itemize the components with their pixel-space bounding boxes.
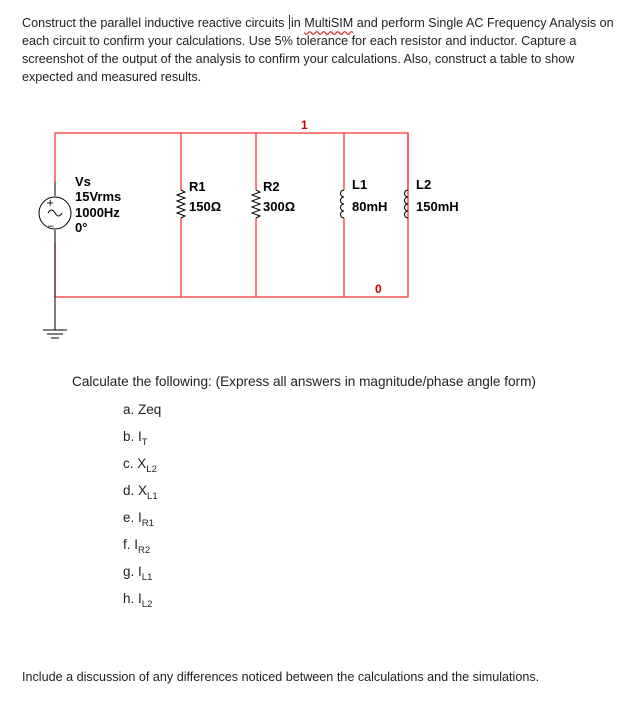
list-item: d. $X_{L1}$ bbox=[123, 483, 158, 502]
l1-coil bbox=[341, 190, 344, 218]
ac-source-symbol bbox=[39, 182, 71, 243]
source-voltage: 15Vrms bbox=[75, 189, 122, 204]
list-item: e. $I_{R1}$ bbox=[123, 510, 154, 529]
svg-text:+: + bbox=[46, 198, 55, 209]
source-frequency: 1000Hz bbox=[75, 205, 120, 220]
source-phase: 0° bbox=[75, 220, 88, 235]
instructions-text-1: Construct the parallel inductive reactive circuits bbox=[22, 16, 288, 30]
instructions-text-2: in bbox=[290, 16, 305, 30]
discussion-instruction: Include a discussion of any differences noticed between the calculations and the simulations. bbox=[22, 670, 540, 684]
list-item: h. $I_{L2}$ bbox=[123, 591, 153, 610]
l1-value: 80mH bbox=[352, 199, 388, 214]
node-1-label: 1 bbox=[301, 118, 308, 132]
question-list bbox=[123, 402, 161, 618]
l2-name: L2 bbox=[416, 177, 432, 192]
l2-value: 150mH bbox=[416, 199, 459, 214]
r1-name: R1 bbox=[189, 179, 206, 194]
r1-zigzag bbox=[177, 190, 185, 218]
list-item: f. $I_{R2}$ bbox=[123, 537, 151, 556]
app-name: MultiSIM bbox=[304, 16, 354, 30]
list-item: a. Zeq bbox=[123, 402, 162, 417]
r2-zigzag bbox=[252, 190, 260, 218]
list-item: b. $I_T$ bbox=[123, 429, 148, 448]
r2-name: R2 bbox=[263, 179, 280, 194]
svg-text:−: − bbox=[47, 222, 55, 232]
instructions-text-3: and perform Single AC Frequency Analysis on each circuit to confirm your calculations. Use 5% tolerance for each resistor and inductor. Capture a screenshot of the output of the analysis to confirm your calculations. Also, construct a table to show expected and measured results. bbox=[22, 16, 614, 84]
calculation-heading: Calculate the following: (Express all answers in magnitude/phase angle form) bbox=[72, 374, 536, 389]
node-0-label: 0 bbox=[375, 282, 382, 296]
list-item: c. $X_{L2}$ bbox=[123, 456, 157, 475]
r1-value: 150Ω bbox=[189, 199, 222, 214]
l1-name: L1 bbox=[352, 177, 368, 192]
source-name: Vs bbox=[75, 174, 91, 189]
list-item: g. $I_{L1}$ bbox=[123, 564, 153, 583]
r2-value: 300Ω bbox=[263, 199, 296, 214]
ground-symbol bbox=[43, 243, 67, 338]
